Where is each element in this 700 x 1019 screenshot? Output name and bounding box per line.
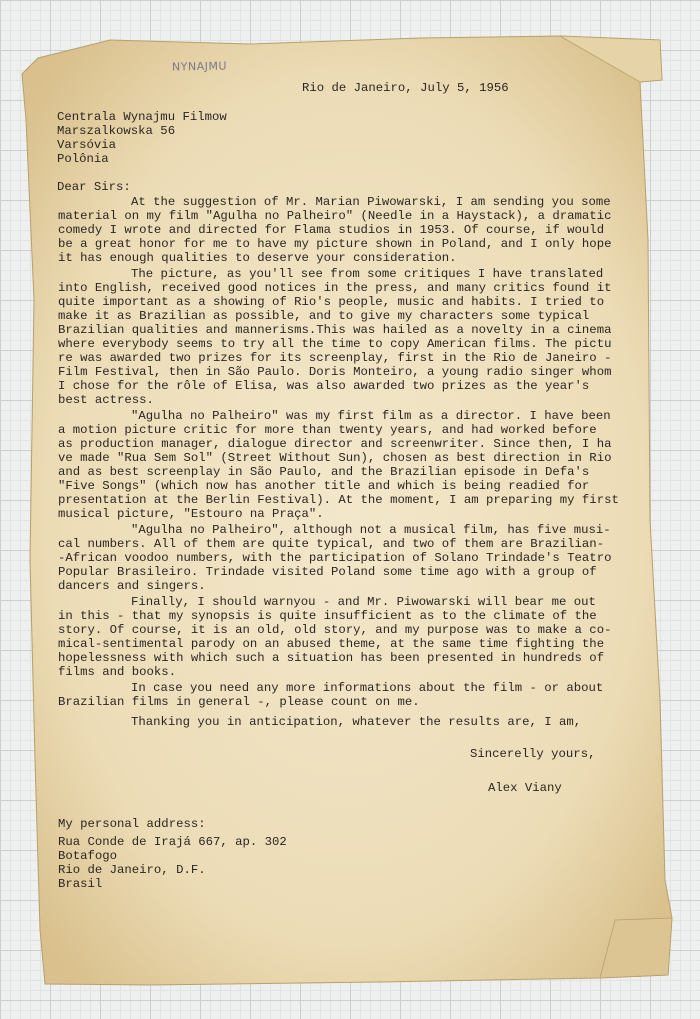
paragraph-line: Popular Brasileiro. Trindade visited Poland some time ago with a group of	[58, 565, 597, 579]
address-line: Brasil	[58, 877, 103, 891]
paragraph-line: best actress.	[58, 393, 154, 407]
pencil-annotation: NYNAJMU	[171, 59, 228, 74]
address-label: My personal address:	[58, 817, 206, 831]
paragraph-line: story. Of course, it is an old, old story, and my purpose was to make a co-	[58, 623, 612, 637]
paragraph-line: At the suggestion of Mr. Marian Piwowarski, I am sending you some	[131, 195, 611, 209]
paragraph-line: films and books.	[58, 665, 177, 679]
paragraph-line: presentation at the Berlin Festival). At the moment, I am preparing my first	[58, 493, 619, 507]
paragraph-line: "Agulha no Palheiro", although not a musical film, has five musi-	[131, 523, 611, 537]
paragraph-line: In case you need any more informations about the film - or about	[131, 681, 604, 695]
paragraph-line: and as best screenplay in São Paulo, and the Brazilian episode in Defa's	[58, 465, 590, 479]
recipient-line: Centrala Wynajmu Filmow	[57, 110, 227, 124]
paragraph-line: dancers and singers.	[58, 579, 206, 593]
paragraph-line: be a great honor for me to have my picture shown in Poland, and I only hope	[58, 237, 612, 251]
paragraph-line: "Five Songs" (which now has another title and which is being readied for	[58, 479, 590, 493]
dateline: Rio de Janeiro, July 5, 1956	[302, 81, 509, 95]
recipient-line: Polônia	[57, 152, 109, 166]
paragraph-line: Finally, I should warnyou - and Mr. Piwowarski will bear me out	[131, 595, 596, 609]
recipient-line: Varsóvia	[57, 138, 117, 152]
paragraph-line: "Agulha no Palheiro" was my first film as a director. I have been	[131, 409, 611, 423]
paragraph-line: -African voodoo numbers, with the participation of Solano Trindade's Teatro	[58, 551, 612, 565]
recipient-line: Marszalkowska 56	[57, 124, 176, 138]
paragraph-line: it has enough qualities to deserve your consideration.	[58, 251, 457, 265]
paragraph-line: in this - that my synopsis is quite insufficient as to the climate of the	[58, 609, 597, 623]
paragraph-line: a motion picture critic for more than twenty years, and had worked before	[58, 423, 597, 437]
paragraph-line: Brazilian qualities and mannerisms.This was hailed as a novelty in a cinema	[58, 323, 612, 337]
paragraph-line: re was awarded two prizes for its screenplay, first in the Rio de Janeiro -	[58, 351, 612, 365]
paragraph-line: cal numbers. All of them are quite typical, and two of them are Brazilian-	[58, 537, 605, 551]
paragraph-line: make it as Brazilian as possible, and to give my characters some typical	[58, 309, 590, 323]
closing: Sincerelly yours,	[470, 747, 596, 761]
address-line: Rua Conde de Irajá 667, ap. 302	[58, 835, 287, 849]
address-line: Botafogo	[58, 849, 118, 863]
signature: Alex Viany	[488, 781, 562, 795]
address-line: Rio de Janeiro, D.F.	[58, 863, 206, 877]
paragraph-line: hopelessness with which such a situation has been presented in hundreds of	[58, 651, 605, 665]
paragraph-line: Film Festival, then in São Paulo. Doris Monteiro, a young radio singer whom	[58, 365, 612, 379]
paragraph-line: quite important as a showing of Rio's people, music and habits. I tried to	[58, 295, 605, 309]
paragraph-line: ve made "Rua Sem Sol" (Street Without Sun), chosen as best direction in Rio	[58, 451, 612, 465]
paragraph-line: into English, received good notices in the press, and many critics found it	[58, 281, 612, 295]
paragraph-line: material on my film "Agulha no Palheiro" (Needle in a Haystack), a dramatic	[58, 209, 612, 223]
paragraph-line: as production manager, dialogue director and screenwriter. Since then, I ha	[58, 437, 612, 451]
paragraph-line: The picture, as you'll see from some critiques I have translated	[131, 267, 604, 281]
paragraph-line: mical-sentimental parody on an abused theme, at the same time fighting the	[58, 637, 605, 651]
paragraph-line: musical picture, "Estouro na Praça".	[58, 507, 324, 521]
paragraph-line: I chose for the rôle of Elisa, was also awarded two prizes as the year's	[58, 379, 590, 393]
paragraph-line: where everybody seems to try all the time to copy American films. The pictu	[58, 337, 612, 351]
paragraph-line: comedy I wrote and directed for Flama studios in 1953. Of course, if would	[58, 223, 605, 237]
paragraph-line: Thanking you in anticipation, whatever the results are, I am,	[131, 715, 582, 729]
paragraph-line: Brazilian films in general -, please count on me.	[58, 695, 420, 709]
salutation: Dear Sirs:	[57, 180, 131, 194]
